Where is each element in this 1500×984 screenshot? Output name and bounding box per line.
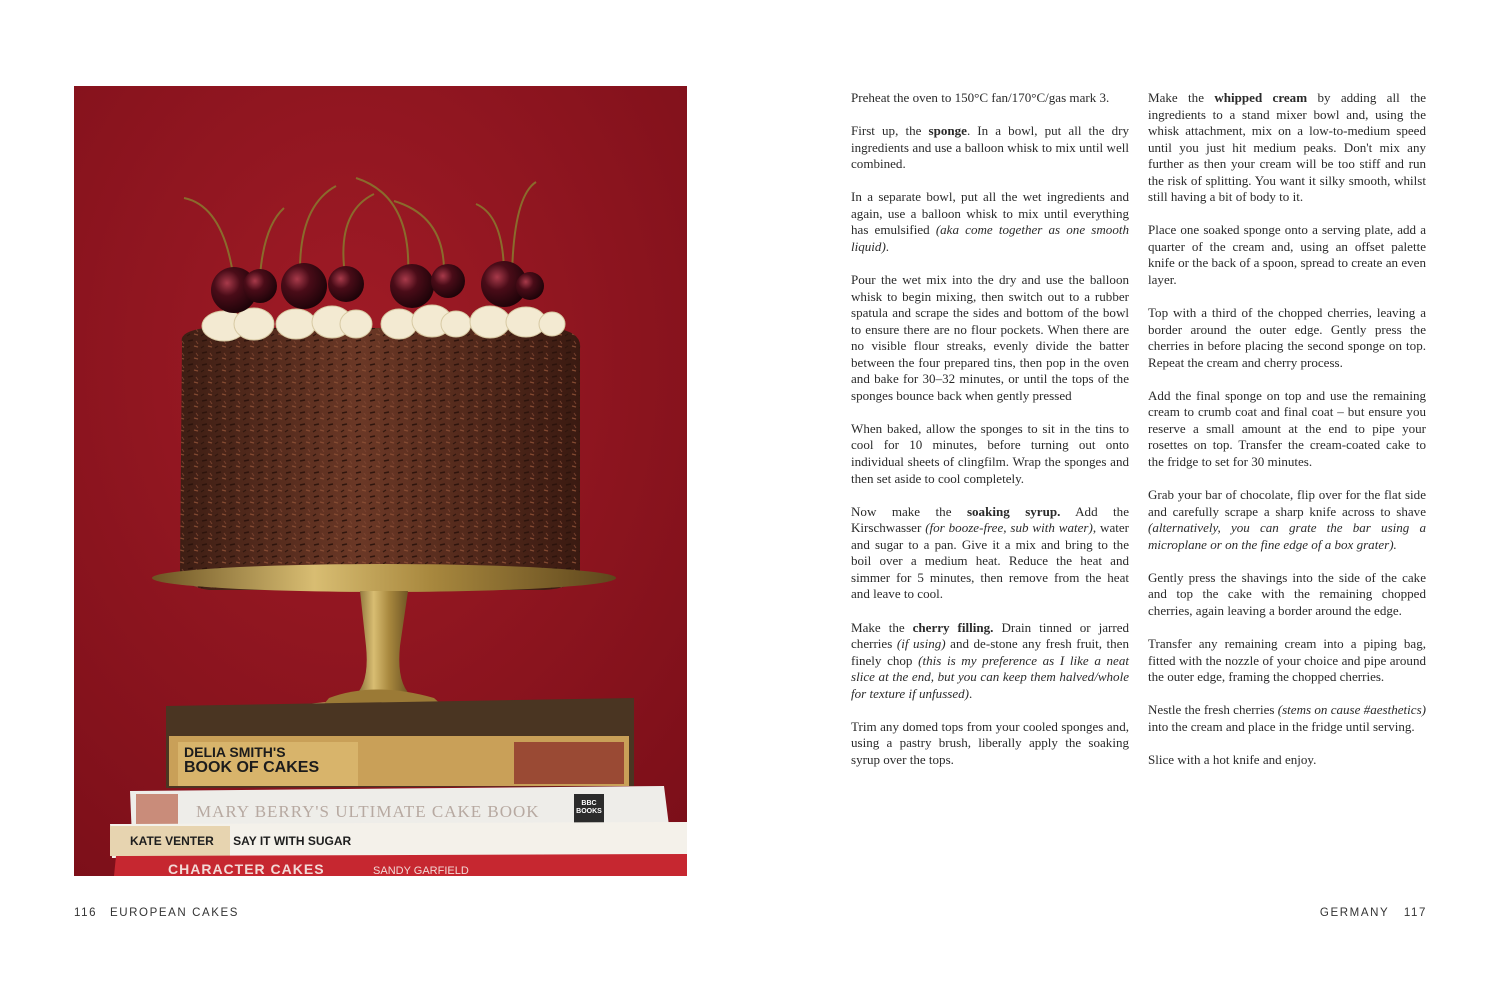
- method-paragraph: [851, 123, 1129, 173]
- text-run: and de-stone any fresh fruit, then finely chop: [851, 636, 1129, 668]
- method-paragraph: [1148, 702, 1426, 735]
- text-run: When baked, allow the sponges to sit in the tins to cool for 10 minutes, before turning out onto individual sheets of clingfilm. Wrap the sponges and then set aside to cool completely.: [851, 420, 1129, 486]
- black-forest-cake-photo: [74, 86, 687, 876]
- method-paragraph: [851, 504, 1129, 603]
- book-spine-delia: [184, 744, 319, 776]
- text-run: Grab your bar of chocolate, flip over for the flat side and carefully scrape a sharp knife across to shave: [1148, 487, 1426, 519]
- method-paragraph: [1148, 570, 1426, 620]
- method-paragraph: [1148, 388, 1426, 471]
- spine-title: MARY BERRY'S ULTIMATE CAKE BOOK: [196, 802, 540, 821]
- text-run: Gently press the shavings into the side of the cake and top the cake with the remaining chopped cherries, again leaving a border around the edge.: [1148, 569, 1426, 618]
- text-run: Trim any domed tops from your cooled sponges and, using a pastry brush, liberally apply the soaking syrup over the tops.: [851, 718, 1129, 767]
- italic-note: (stems on cause #aesthetics): [1277, 702, 1426, 718]
- method-paragraph: [851, 620, 1129, 703]
- text-run: Place one soaked sponge onto a serving plate, add a quarter of the cream and, using an offset palette knife or the back of a spoon, spread to create an even layer.: [1148, 222, 1426, 288]
- text-run: First up, the: [851, 123, 929, 139]
- text-run: by adding all the ingredients to a stand mixer bowl and, using the whisk attachment, mix on a low-to-medium speed until you just hit medium peaks. Don't mix any further as then your cream will be too stiff and run the risk of splitting. You want it silky smooth, whilst still having a bit of body to it.: [1148, 90, 1427, 205]
- method-paragraph: [851, 189, 1129, 255]
- bold-term: soaking syrup.: [966, 503, 1061, 519]
- running-head: EUROPEAN CAKES: [109, 907, 240, 919]
- text-run: Now make the: [851, 503, 967, 519]
- spine-subtitle: BOOK OF CAKES: [184, 759, 320, 776]
- folio-right: [1320, 907, 1427, 919]
- bold-term: whipped cream: [1214, 90, 1308, 105]
- method-paragraph: [1148, 90, 1426, 206]
- text-run: Drain tinned or jarred cherries: [851, 619, 1130, 652]
- spine-author: SANDY GARFIELD: [373, 865, 469, 876]
- spine-title: SAY IT WITH SUGAR: [233, 834, 352, 848]
- method-paragraph: [1148, 636, 1426, 686]
- text-run: Pour the wet mix into the dry and use the balloon whisk to begin mixing, then switch out to a rubber spatula and scrape the sides and bottom of the bowl to ensure there are no flour pockets. When there are no visible flour streaks, evenly divide the batter between the four prepared tins, then pop in the oven and bake for 30–32 minutes, or until the tops of the sponges bounce back when gently pressed: [851, 272, 1129, 403]
- text-run: Make the: [851, 619, 913, 635]
- text-run: Add the Kirschwasser: [851, 503, 1129, 536]
- text-run: .: [969, 685, 973, 701]
- text-run: Top with a third of the chopped cherries, leaving a border around the outer edge. Gently press the cherries in before placing the second sponge on top. Repeat the cream and cherry process.: [1148, 305, 1426, 370]
- text-run: . In a bowl, put all the dry ingredients and use a balloon whisk to mix until well combined.: [851, 123, 1129, 172]
- method-paragraph: [851, 272, 1129, 404]
- recipe-method-column-1: [851, 90, 1129, 785]
- text-run: .: [885, 238, 890, 254]
- spine-title: DELIA SMITH'S: [184, 744, 286, 760]
- spine-title: CHARACTER CAKES: [168, 861, 325, 876]
- text-run: into the cream and place in the fridge until serving.: [1148, 718, 1415, 734]
- folio-left: [74, 907, 239, 919]
- method-paragraph: [851, 719, 1129, 769]
- italic-note: (if using): [896, 636, 946, 652]
- method-paragraph: [1148, 305, 1426, 371]
- italic-note: (alternatively, you can grate the bar using a microplane or on the fine edge of a box grater).: [1148, 520, 1426, 552]
- italic-note: (this is my preference as I like a neat slice at the end, but you can keep them halved/whole for texture if unfussed): [851, 652, 1130, 701]
- book-stack: [110, 698, 687, 876]
- recipe-method-column-2: [1148, 90, 1426, 785]
- spine-author: KATE VENTER: [130, 834, 214, 848]
- text-run: , water and sugar to a pan. Give it a mix and bring to the boil over a medium heat. Reduce the heat and simmer for 5 minutes, then remove from the heat and leave to cool.: [851, 520, 1129, 602]
- italic-note: (for booze-free, sub with water): [925, 520, 1093, 536]
- text-run: Transfer any remaining cream into a piping bag, fitted with the nozzle of your choice and pipe around the outer edge, framing the chopped cherries.: [1148, 636, 1426, 685]
- book-spine-mary-berry: [196, 802, 540, 822]
- bold-term: sponge: [928, 123, 967, 139]
- method-paragraph: [1148, 487, 1426, 553]
- bold-term: cherry filling.: [912, 619, 994, 635]
- method-paragraph: [851, 90, 1129, 107]
- method-paragraph: [851, 421, 1129, 487]
- text-run: Preheat the oven to 150°C fan/170°C/gas mark 3.: [851, 90, 1110, 105]
- italic-note: (aka come together as one smooth liquid): [851, 222, 1129, 254]
- text-run: Slice with a hot knife and enjoy.: [1148, 751, 1317, 767]
- page-number: 117: [1403, 907, 1427, 919]
- spine-publisher: BBC BOOKS: [576, 800, 602, 815]
- text-run: Nestle the fresh cherries: [1148, 702, 1278, 718]
- method-paragraph: [1148, 222, 1426, 288]
- text-run: Make the: [1148, 90, 1215, 105]
- text-run: Add the final sponge on top and use the remaining cream to crumb coat and final coat – but ensure you reserve a small amount at the end to pipe your rosettes on top. Transfer the cream-coated cake to the fridge to set for 30 minutes.: [1148, 387, 1426, 470]
- running-head: GERMANY: [1319, 907, 1390, 919]
- book-spine-kate-venter: [130, 834, 351, 848]
- text-run: In a separate bowl, put all the wet ingredients and again, use a balloon whisk to mix until everything has emulsified: [851, 189, 1129, 238]
- book-spine-character-cakes: [168, 861, 469, 876]
- method-paragraph: [1148, 752, 1426, 769]
- page-number: 116: [74, 907, 98, 919]
